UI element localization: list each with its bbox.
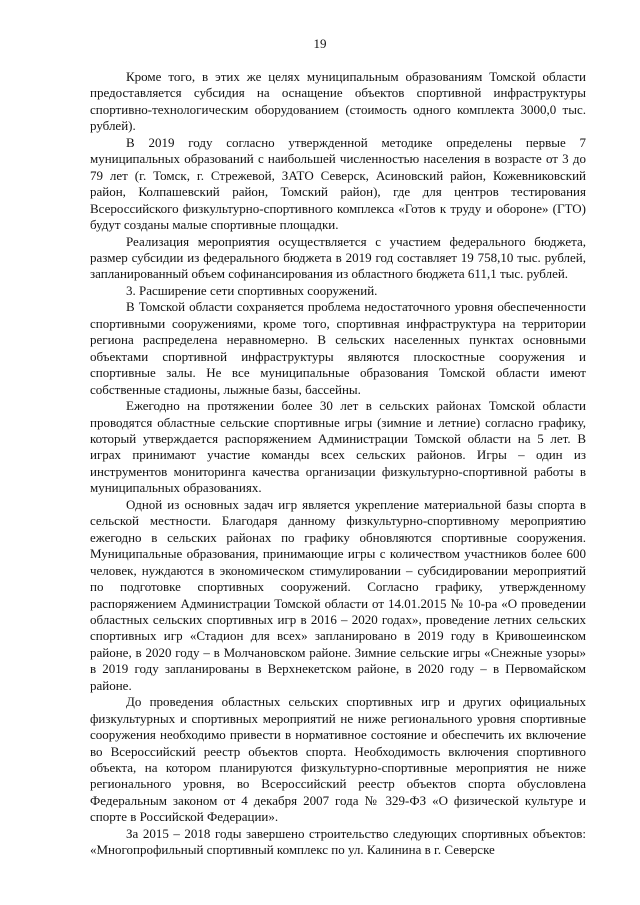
paragraph-federal-budget: Реализация мероприятия осуществляется с участием федерального бюджета, размер субсидии из федерального бюджета в 2019 год составляет 19 758,10 тыс. рублей, запланированный объем софинансирования из областного бюджета 611,1 тыс. рублей. (90, 233, 586, 282)
paragraph-infrastructure: В Томской области сохраняется проблема недостаточного уровня обеспеченности спортивными сооружениями, кроме того, спортивная инфраструктура на территории региона распределена неравномерно. В сельских населенных пунктах основными объектами спортивной инфраструктуры являются плоскостные сооружения и спортивные залы. Не все муниципальные образования Томской области имеют собственные стадионы, лыжные базы, бассейны. (90, 299, 586, 397)
section-heading: 3. Расширение сети спортивных сооружений. (126, 282, 378, 298)
page-number: 19 (313, 36, 327, 51)
paragraph-construction: За 2015 – 2018 годы завершено строительство следующих спортивных объектов: «Многопрофильный спортивный комплекс по ул. Калинина в г. Северске (90, 825, 586, 858)
paragraph-equipment-subsidy: Кроме того, в этих же целях муниципальным образованиям Томской области предоставляется субсидия на оснащение объектов спортивной инфраструктуры спортивно-технологическим оборудованием (стоимость одного комплекта 3000,0 тыс. рублей). (90, 69, 586, 134)
document-body (90, 69, 586, 859)
paragraph-rural-games: Ежегодно на протяжении более 30 лет в сельских районах Томской области проводятся областные сельские спортивные игры (зимние и летние) согласно графику, который утверждается распоряжением Администрации Томской области на 5 лет. В играх принимают участие команды всех сельских районов. Игры – один из инструментов мониторинга качества организации физкультурно-спортивной работы в муниципальных образованиях. (90, 398, 586, 496)
paragraph-sports-register: До проведения областных сельских спортивных игр и других официальных физкультурных и спортивных мероприятий не ниже регионального уровня спортивные сооружения необходимо привести в нормативное состояние и обеспечить их включение во Всероссийский реестр объектов спорта. Необходимость включения спортивного объекта, на котором планируются физкультурно-спортивные мероприятия не ниже регионального уровня, во Всероссийский реестр объектов спорта обусловлена Федеральным законом от 4 декабря 2007 года № 329-ФЗ «О физической культуре и спорте в Российской Федерации». (90, 694, 586, 825)
paragraph-gto-sites: В 2019 году согласно утвержденной методике определены первые 7 муниципальных образований с наибольшей численностью населения в возрасте от 3 до 79 лет (г. Томск, г. Стрежевой, ЗАТО Северск, Асиновский район, Кожевниковский район, Колпашевский район, Томский район), где для центров тестирования Всероссийского физкультурно-спортивного комплекса «Готов к труду и обороне» (ГТО) будут созданы малые спортивные площадки. (90, 134, 586, 233)
paragraph-material-base: Одной из основных задач игр является укрепление материальной базы спорта в сельской местности. Благодаря данному физкультурно-спортивному мероприятию ежегодно в сельских районах по графику обновляются спортивные сооружения. Муниципальные образования, принимающие игры с количеством участников более 600 человек, нуждаются в экономическом стимулировании – субсидировании мероприятий по подготовке спортивных сооружений. Согласно графику, утвержденному распоряжением Администрации Томской области от 14.01.2015 № 10-ра «О проведении областных сельских спортивных игр в 2016 – 2020 годах», проведение летних сельских спортивных игр «Стадион для всех» запланировано в 2019 году в Кривошеинском районе, в 2020 году – в Молчановском районе. Зимние сельские игры «Снежные узоры» в 2019 году запланированы в Верхнекетском районе, в 2020 году – в Первомайском районе. (90, 496, 586, 693)
